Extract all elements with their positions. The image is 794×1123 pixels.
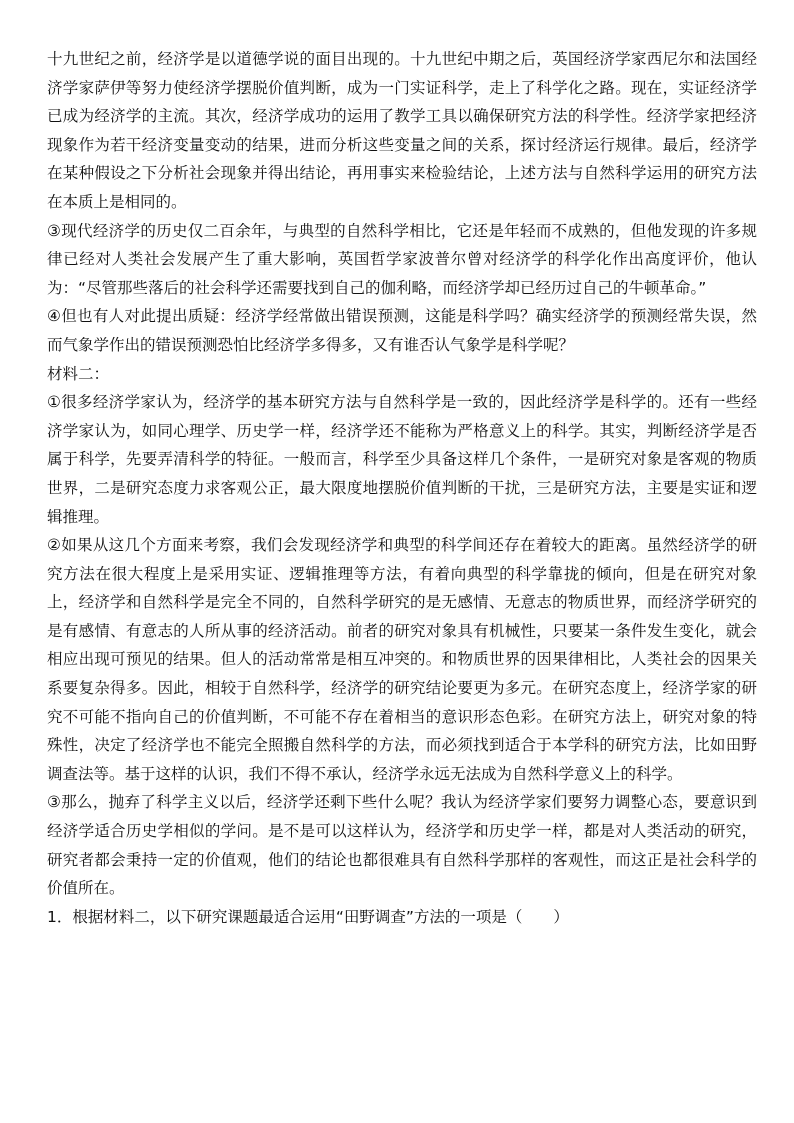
material-one-paragraph-4: ④但也有人对此提出质疑：经济学经常做出错误预测，这能是科学吗？确实经济学的预测经常失误，然而气象学作出的错误预测恐怕比经济学多得多，又有谁否认气象学是科学呢？ — [47, 307, 757, 354]
material-two-heading: 材料二： — [47, 364, 110, 383]
document-body — [47, 45, 757, 931]
material-two-paragraph-2: ②如果从这几个方面来考察，我们会发现经济学和典型的科学间还存在着较大的距离。虽然经济学的研究方法在很大程度上是采用实证、逻辑推理等方法，有着向典型的科学靠拢的倾向，但是在研究对象上，经济学和自然科学是完全不同的，自然科学研究的是无感情、无意志的物质世界，而经济学研究的是有感情、有意志的人所从事的经济活动。前者的研究对象具有机械性，只要某一条件发生变化，就会相应出现可预见的结果。但人的活动常常是相互冲突的。和物质世界的因果律相比，人类社会的因果关系要复杂得多。因此，相较于自然科学，经济学的研究结论要更为多元。在研究态度上，经济学家的研究不可能不指向自己的价值判断，不可能不存在着相当的意识形态色彩。在研究方法上，研究对象的特殊性，决定了经济学也不能完全照搬自然科学的方法，而必须找到适合于本学科的研究方法，比如田野调查法等。基于这样的认识，我们不得不承认，经济学永远无法成为自然科学意义上的科学。 — [47, 536, 757, 783]
material-two-paragraph-1: ①很多经济学家认为，经济学的基本研究方法与自然科学是一致的，因此经济学是科学的。还有一些经济学家认为，如同心理学、历史学一样，经济学还不能称为严格意义上的科学。其实，判断经济学是否属于科学，先要弄清科学的特征。一般而言，科学至少具备这样几个条件，一是研究对象是客观的物质世界，二是研究态度力求客观公正，最大限度地摆脱价值判断的干扰，三是研究方法，主要是实证和逻辑推理。 — [47, 393, 757, 526]
material-one-paragraph-continuation: 十九世纪之前，经济学是以道德学说的面目出现的。十九世纪中期之后，英国经济学家西尼尔和法国经济学家萨伊等努力使经济学摆脱价值判断，成为一门实证科学，走上了科学化之路。现在，实证经济学已成为经济学的主流。其次，经济学成功的运用了教学工具以确保研究方法的科学性。经济学家把经济现象作为若干经济变量变动的结果，进而分析这些变量之间的关系，探讨经济运行规律。最后，经济学在某种假设之下分析社会现象并得出结论，再用事实来检验结论，上述方法与自然科学运用的研究方法在本质上是相同的。 — [47, 50, 757, 211]
question-1: 1．根据材料二，以下研究课题最适合运用“田野调查”方法的一项是（ ） — [47, 907, 569, 926]
material-two-paragraph-3: ③那么，抛弃了科学主义以后，经济学还剩下些什么呢？我认为经济学家们要努力调整心态，要意识到经济学适合历史学相似的学问。是不是可以这样认为，经济学和历史学一样，都是对人类活动的研究，研究者都会秉持一定的价值观，他们的结论也都很难具有自然科学那样的客观性，而这正是社会科学的价值所在。 — [47, 793, 757, 898]
material-one-paragraph-3: ③现代经济学的历史仅二百余年，与典型的自然科学相比，它还是年轻而不成熟的，但他发现的许多规律已经对人类社会发展产生了重大影响，英国哲学家波普尔曾对经济学的科学化作出高度评价，他认为：“尽管那些落后的社会科学还需要找到自己的伽利略，而经济学却已经历过自己的牛顿革命。” — [47, 221, 757, 297]
